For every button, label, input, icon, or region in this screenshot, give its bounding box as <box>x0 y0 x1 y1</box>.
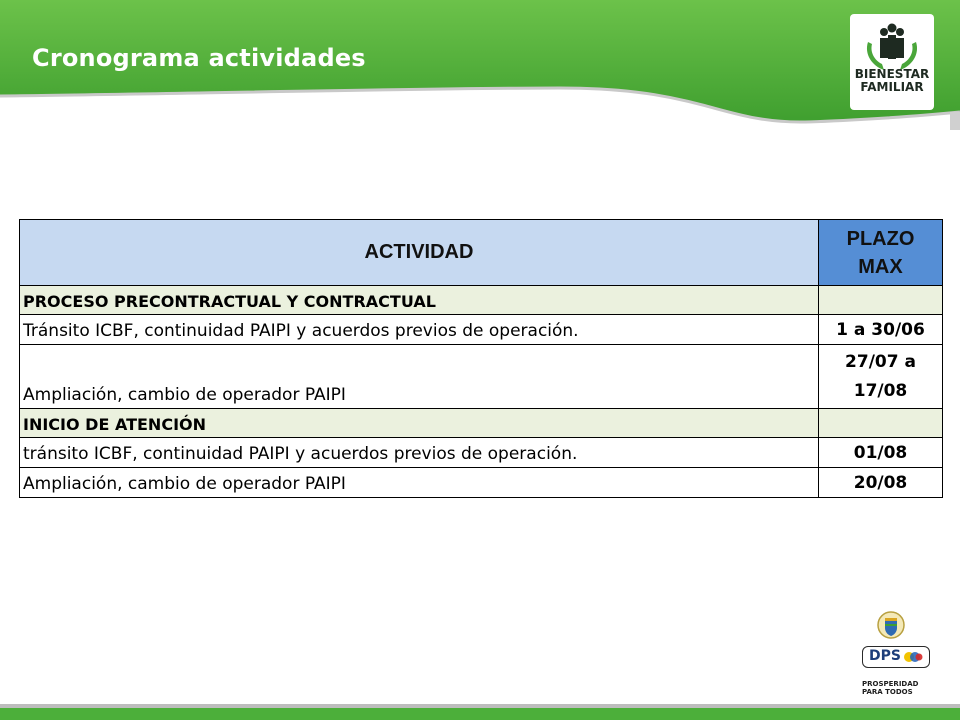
table-row <box>20 468 943 498</box>
activity-cell: Ampliación, cambio de operador PAIPI <box>20 468 819 498</box>
schedule-table <box>19 219 943 498</box>
logo-line-2: FAMILIAR <box>860 80 924 94</box>
dps-logo <box>862 646 930 668</box>
column-header-plazo <box>819 220 943 286</box>
footer-bar <box>0 704 960 720</box>
logo-line-1: BIENESTAR <box>854 67 930 81</box>
prosperidad-logo <box>862 680 918 696</box>
plazo-cell: 20/08 <box>819 468 943 498</box>
dps-label: DPS <box>869 648 901 664</box>
table-row <box>20 409 943 438</box>
column-header-activity: ACTIVIDAD <box>20 220 819 286</box>
logo-text <box>842 68 942 94</box>
activity-cell: Ampliación, cambio de operador PAIPI <box>20 345 819 409</box>
activity-cell: Tránsito ICBF, continuidad PAIPI y acuerdos previos de operación. <box>20 315 819 345</box>
table-row <box>20 438 943 468</box>
plazo-cell <box>819 409 943 438</box>
table-header-row <box>20 220 943 286</box>
table-row <box>20 286 943 315</box>
coat-of-arms-icon <box>876 610 906 644</box>
table-row <box>20 345 943 409</box>
plazo-cell: 1 a 30/06 <box>819 315 943 345</box>
prosperidad-line-2: PARA TODOS <box>862 688 913 696</box>
table-row <box>20 315 943 345</box>
prosperidad-line-1: PROSPERIDAD <box>862 680 919 688</box>
section-label: INICIO DE ATENCIÓN <box>20 409 819 438</box>
plazo-cell: 01/08 <box>819 438 943 468</box>
plazo-cell: 27/07 a 17/08 <box>819 345 943 409</box>
column-header-plazo-text: PLAZO MAX <box>846 227 915 278</box>
dps-color-mark-icon <box>903 650 923 664</box>
section-label: PROCESO PRECONTRACTUAL Y CONTRACTUAL <box>20 286 819 315</box>
bienestar-familiar-logo <box>842 14 942 110</box>
page-title: Cronograma actividades <box>32 44 366 72</box>
activity-cell: tránsito ICBF, continuidad PAIPI y acuerdos previos de operación. <box>20 438 819 468</box>
plazo-cell <box>819 286 943 315</box>
